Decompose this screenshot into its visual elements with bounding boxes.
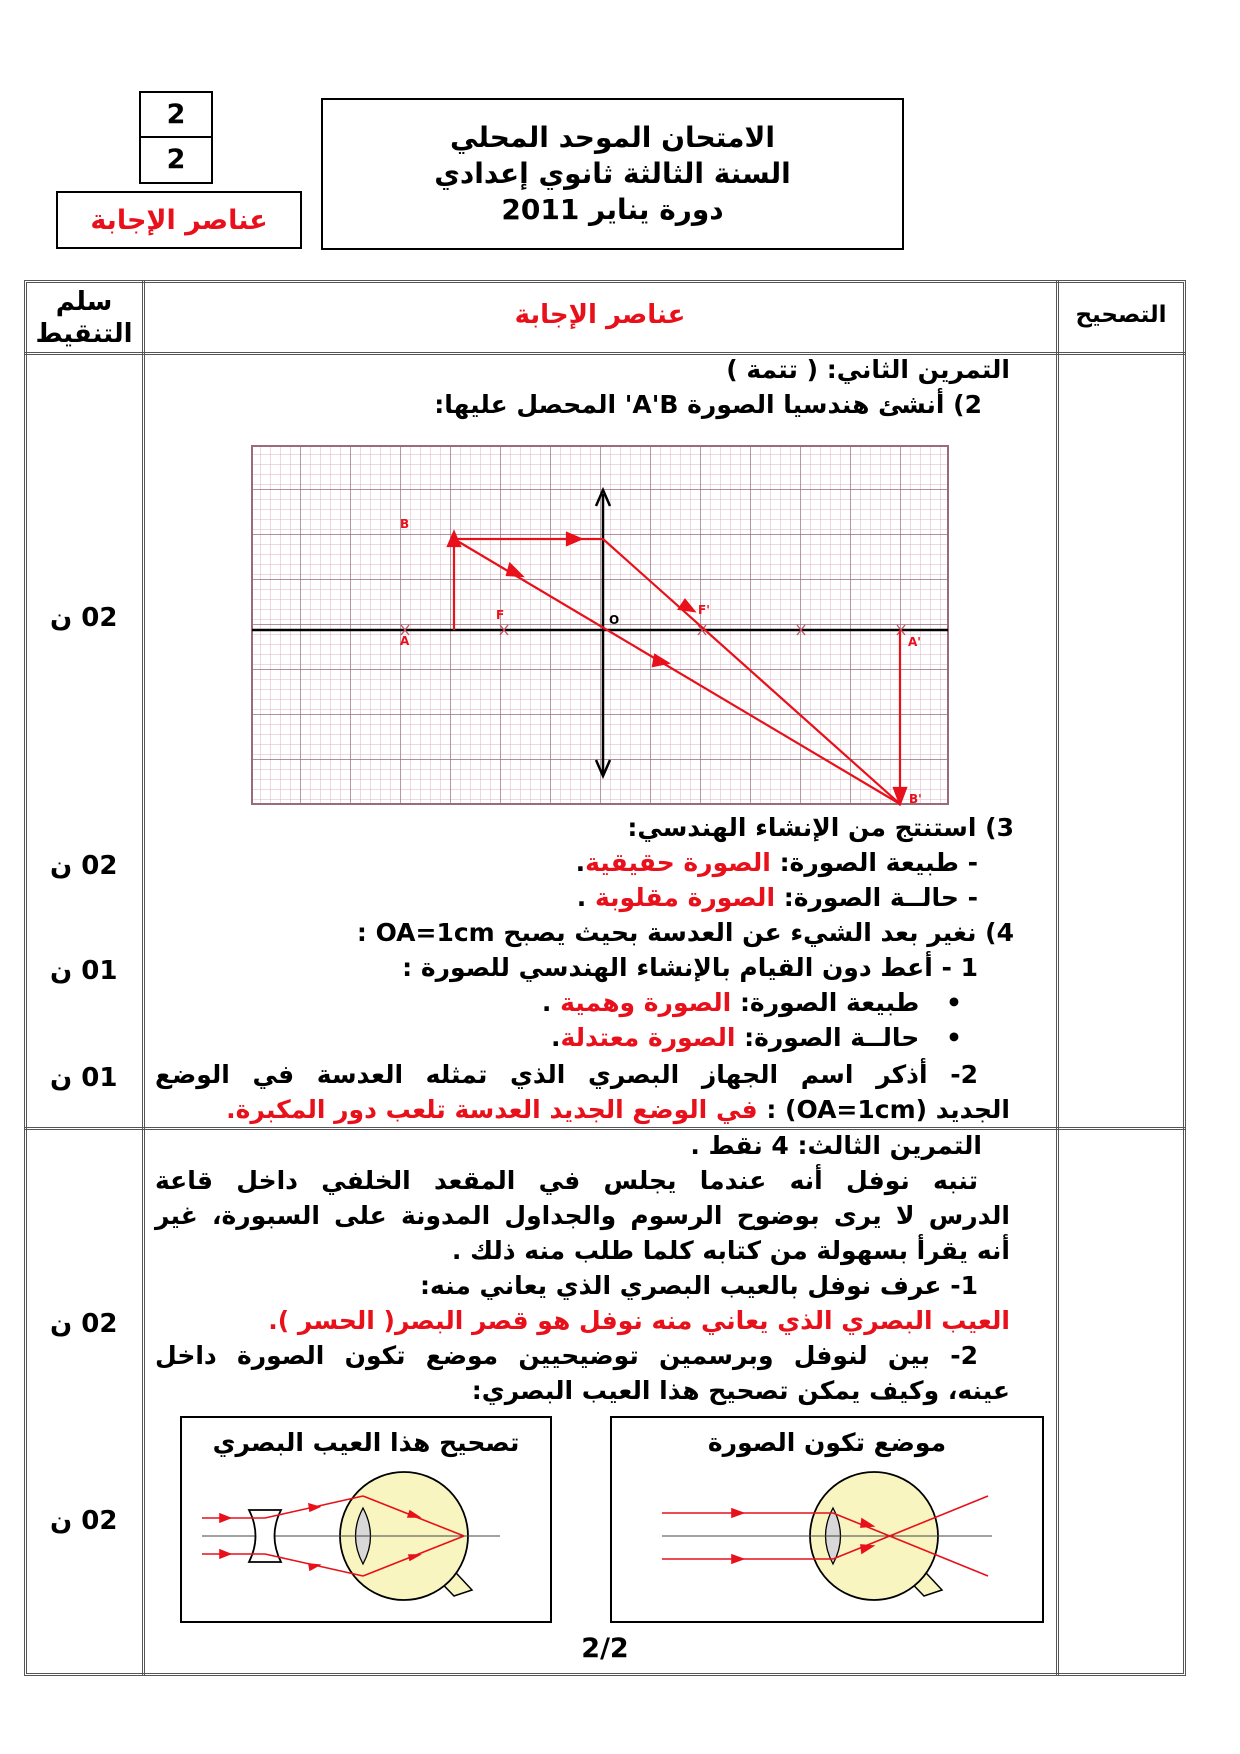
ray-arrow bbox=[309, 1564, 319, 1570]
exam-title-box bbox=[321, 98, 904, 250]
figure-correction-title: تصحيح هذا العيب البصري bbox=[212, 1428, 520, 1457]
state2-line: • حالــة الصورة: الصورة معتدلة. bbox=[551, 1023, 962, 1052]
nature-answer: الصورة حقيقية bbox=[585, 848, 771, 877]
bullet: • bbox=[946, 988, 962, 1017]
ray-arrow bbox=[220, 1514, 230, 1522]
page-number-top: 2 bbox=[141, 93, 211, 138]
title-line-2: السنة الثالثة ثانوي إعدادي bbox=[434, 157, 791, 190]
exercise3-para-2: الدرس لا يرى بوضوح الرسوم والجداول المدونة على السبورة، غير bbox=[155, 1201, 1010, 1230]
q4-1-score: 01 ن bbox=[50, 956, 118, 986]
page-number-bottom: 2 bbox=[166, 144, 186, 176]
q4-2-answer: في الوضع الجديد العدسة تلعب دور المكبرة bbox=[235, 1095, 758, 1124]
label-b-prime: B' bbox=[909, 792, 922, 806]
ray-arrow bbox=[220, 1550, 230, 1558]
state2-answer: الصورة معتدلة bbox=[560, 1023, 736, 1052]
label-o: O bbox=[609, 613, 620, 627]
exercise2-q4-2-line1: 2- أذكر اسم الجهاز البصري الذي تمثله العدسة في الوضع bbox=[155, 1060, 978, 1089]
q3-score: 02 ن bbox=[50, 851, 118, 881]
exercise3-para-3: أنه يقرأ بسهولة من كتابه كلما طلب منه ذلك . bbox=[451, 1236, 1010, 1265]
table-divider bbox=[142, 280, 145, 1676]
exercise3-q2-line2: عينه، وكيف يمكن تصحيح هذا العيب البصري: bbox=[471, 1376, 1010, 1405]
ray-arrow bbox=[309, 1504, 319, 1511]
image-position-diagram bbox=[612, 1418, 1042, 1621]
figure-image-position bbox=[610, 1416, 1044, 1623]
state-answer: الصورة مقلوبة bbox=[595, 883, 776, 912]
answer-key-label: عناصر الإجابة bbox=[56, 191, 302, 249]
label-a-prime: A' bbox=[908, 635, 921, 649]
exercise2-q4: 4) نغير بعد الشيء عن العدسة بحيث يصبح OA=1cm : bbox=[356, 918, 1014, 947]
state-line: - حالــة الصورة: الصورة مقلوبة . bbox=[576, 883, 978, 912]
title-line-1: الامتحان الموحد المحلي bbox=[450, 121, 775, 154]
score-scale-header: سلم التنقيط bbox=[35, 287, 133, 349]
ray-arrow bbox=[732, 1509, 743, 1517]
bullet: • bbox=[946, 1023, 962, 1052]
nature-line: - طبيعة الصورة: الصورة حقيقية. bbox=[575, 848, 978, 877]
exercise3-q2-line1: 2- بين لنوفل وبرسمين توضيحيين موضع تكون الصورة داخل bbox=[155, 1341, 978, 1370]
q4-2-label: الجديد (OA=1cm) : bbox=[766, 1095, 1010, 1124]
label-b: B bbox=[400, 517, 410, 531]
nature2-label: طبيعة الصورة: bbox=[739, 988, 920, 1017]
figure-image-position-title: موضع تكون الصورة bbox=[707, 1428, 947, 1457]
label-a: A bbox=[400, 634, 410, 648]
table-divider bbox=[24, 1127, 1186, 1130]
footer-page-number: 2/2 bbox=[581, 1633, 629, 1664]
exercise2-q4-2-line2: الجديد (OA=1cm) : في الوضع الجديد العدسة تلعب دور المكبرة. bbox=[226, 1095, 1010, 1124]
ray-arrow bbox=[732, 1555, 743, 1563]
exercise3-para-1: تنبه نوفل أنه عندما يجلس في المقعد الخلفي داخل قاعة bbox=[155, 1166, 978, 1195]
answers-header: عناصر الإجابة bbox=[514, 300, 686, 330]
lens-ray-diagram bbox=[250, 444, 950, 806]
page-number-box bbox=[139, 91, 213, 184]
nature-label: - طبيعة الصورة: bbox=[779, 848, 978, 877]
title-line-3: دورة يناير 2011 bbox=[501, 193, 724, 226]
exercise3-q1-answer: العيب البصري الذي يعاني منه نوفل هو قصر البصر( الحسر ). bbox=[268, 1306, 1010, 1335]
exercise3-title: التمرين الثالث: 4 نقط . bbox=[690, 1131, 982, 1160]
state2-label: حالــة الصورة: bbox=[744, 1023, 920, 1052]
correction-header: التصحيح bbox=[1075, 302, 1167, 328]
nature2-line: • طبيعة الصورة: الصورة وهمية . bbox=[541, 988, 962, 1017]
figure-correction bbox=[180, 1416, 552, 1623]
exercise2-q2: 2) أنشئ هندسيا الصورة A'B' المحصل عليها: bbox=[434, 390, 982, 419]
ex3-q1-score: 02 ن bbox=[50, 1309, 118, 1339]
label-f-prime: F' bbox=[698, 603, 710, 617]
exercise3-q1: 1- عرف نوفل بالعيب البصري الذي يعاني منه: bbox=[419, 1271, 978, 1300]
exercise2-title: التمرين الثاني: ( تتمة ) bbox=[726, 355, 1010, 384]
exercise2-q3: 3) استنتج من الإنشاء الهندسي: bbox=[627, 813, 1014, 842]
nature2-answer: الصورة وهمية bbox=[560, 988, 732, 1017]
table-divider bbox=[24, 352, 1186, 355]
q4-2-score: 01 ن bbox=[50, 1063, 118, 1093]
ex3-q2-score: 02 ن bbox=[50, 1506, 118, 1536]
table-divider bbox=[1056, 280, 1059, 1676]
exercise2-q4-1: 1 - أعط دون القيام بالإنشاء الهندسي للصورة : bbox=[402, 953, 978, 982]
q2-score: 02 ن bbox=[50, 603, 118, 633]
state-label: - حالــة الصورة: bbox=[783, 883, 978, 912]
correction-diagram bbox=[182, 1418, 550, 1621]
label-f: F bbox=[496, 608, 505, 622]
